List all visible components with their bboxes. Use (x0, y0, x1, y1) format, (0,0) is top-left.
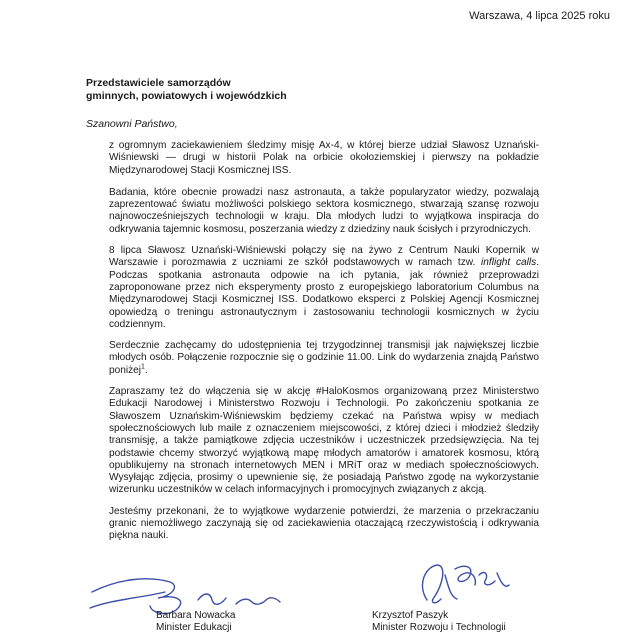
recipient-line-2: gminnych, powiatowych i wojewódzkich (86, 90, 287, 102)
letter-body (109, 140, 539, 552)
salutation: Szanowni Państwo, (86, 118, 178, 130)
paragraph-4-text: Serdecznie zachęcamy do udostępnienia tej trzygodzinnej transmisji jak największej liczbie młodych osób. Połączenie rozpocznie się o godzinie 11.00. Link do wydarzenia znajdą Państwo poniżej (109, 340, 539, 376)
paragraph-3-part-c: . Podczas spotkania astronauta odpowie na ich pytania, jak również przeprowadzi zaproponowane przez nich eksperymenty prosto z europejskiego laboratorium Columbus na Międzynarodowej Stacji Kosmicznej ISS. Dodatkowo eksperci z Polskiej Agencji Kosmicznej opowiedzą o treningu astronautycznym i zastosowaniu technologii kosmicznych w życiu codziennym. (109, 257, 539, 330)
signature-left (156, 610, 235, 634)
recipient-line-1: Przedstawiciele samorządów (86, 77, 231, 89)
paragraph-6: Jesteśmy przekonani, że to wyjątkowe wydarzenie potwierdzi, że marzenia o przekraczaniu granic niemożliwego zaczynają się od zaciekawienia otaczającą rzeczywistością i odkrywania piękna nauki. (109, 505, 539, 542)
paragraph-4 (109, 340, 539, 377)
paragraph-3-part-a: 8 lipca Sławosz Uznański-Wiśniewski połączy się na żywo z Centrum Nauki Kopernik w Warszawie i porozmawia z uczniami ze szkół podstawowych w ramach tzw. (109, 245, 539, 269)
paragraph-5: Zapraszamy też do włączenia się w akcję #HaloKosmos organizowaną przez Ministerstwo Edukacji Narodowej i Ministerstwo Rozwoju i Technologii. Po zakończeniu spotkania ze Sławoszem Uznańskim-Wiśniewskim będziemy czekać na Państwa wpisy w mediach społecznościowych lub maile z oznaczeniem miejscowości, z której dzieci i młodzież śledziły transmisję, a także pamiątkowe zdjęcia uczestników i uczestniczek przedsięwzięcia. Na tej podstawie chcemy stworzyć wyjątkową mapę młodych amatorów i amatorek kosmosu, którą opublikujemy na stronach internetowych MEN i MRiT oraz w mediach społecznościowych. Wysyłając zdjęcia, prosimy o upewnienie się, że posiadają Państwo zgodę na wykorzystanie wizerunku uczestników w celach informacyjnych i promocyjnych związanych z akcją. (109, 386, 539, 496)
paragraph-2: Badania, które obecnie prowadzi nasz astronauta, a także popularyzator wiedzy, pozwalają zaprezentować światu możliwości polskiego sektora kosmicznego, stwarzają szansę rozwoju najnowocześniejszych technologii w kraju. Dla młodych ludzi to wyjątkowa inspiracja do odkrywania tajemnic kosmosu, poszerzania wiedzy z dziedziny nauk ścisłych i przyrodniczych. (109, 186, 539, 235)
inflight-calls-term: inflight calls (481, 257, 537, 269)
footnote-marker: 1 (141, 363, 145, 371)
signature-right-image (405, 555, 525, 615)
letter-date: Warszawa, 4 lipca 2025 roku (469, 10, 610, 22)
paragraph-1: z ogromnym zaciekawieniem śledzimy misję Ax-4, w której bierze udział Sławosz Uznański-Wiśniewski — drugi w historii Polak na orbicie okołoziemskiej i pierwszy na pokładzie Międzynarodowej Stacji Kosmicznej ISS. (109, 140, 539, 176)
signatory-right-name: Krzysztof Paszyk (372, 610, 449, 621)
signatory-left-name: Barbara Nowacka (156, 610, 236, 621)
recipient-block (86, 77, 287, 103)
signatory-left-title: Minister Edukacji (156, 622, 232, 633)
paragraph-4-end: . (144, 364, 148, 376)
signatory-right-title: Minister Rozwoju i Technologii (372, 622, 506, 633)
paragraph-3 (109, 245, 539, 331)
signature-right (372, 610, 506, 634)
